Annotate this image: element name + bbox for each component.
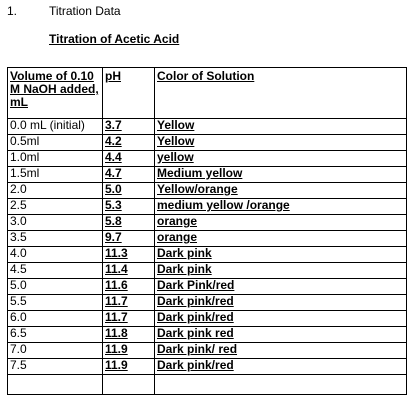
table-row	[8, 311, 407, 327]
cell-empty	[8, 375, 103, 395]
cell-color: Dark Pink/red	[155, 279, 407, 295]
cell-volume: 3.0	[8, 215, 103, 231]
cell-ph: 4.2	[103, 135, 155, 151]
cell-color: Yellow/orange	[155, 183, 407, 199]
cell-volume: 3.5	[8, 231, 103, 247]
table-row	[8, 295, 407, 311]
cell-color: Yellow	[155, 119, 407, 135]
section-number: 1.	[7, 4, 18, 18]
cell-color: Dark pink/red	[155, 295, 407, 311]
cell-volume: 7.0	[8, 343, 103, 359]
cell-color: Dark pink/red	[155, 359, 407, 375]
cell-ph: 11.3	[103, 247, 155, 263]
cell-ph: 3.7	[103, 119, 155, 135]
cell-color: Yellow	[155, 135, 407, 151]
cell-ph: 4.4	[103, 151, 155, 167]
table-body	[8, 119, 407, 395]
header-ph: pH	[103, 68, 155, 119]
cell-volume: 5.5	[8, 295, 103, 311]
table-row-empty	[8, 375, 407, 395]
cell-ph: 11.9	[103, 343, 155, 359]
table-row	[8, 327, 407, 343]
table-row	[8, 151, 407, 167]
cell-color: orange	[155, 231, 407, 247]
table-row	[8, 199, 407, 215]
cell-color: Medium yellow	[155, 167, 407, 183]
cell-ph: 5.0	[103, 183, 155, 199]
table-row	[8, 247, 407, 263]
titration-table	[7, 67, 407, 395]
cell-volume: 0.5ml	[8, 135, 103, 151]
table-row	[8, 279, 407, 295]
cell-ph: 9.7	[103, 231, 155, 247]
cell-volume: 7.5	[8, 359, 103, 375]
cell-empty	[103, 375, 155, 395]
cell-volume: 4.5	[8, 263, 103, 279]
table-row	[8, 167, 407, 183]
cell-volume: 6.0	[8, 311, 103, 327]
cell-volume: 5.0	[8, 279, 103, 295]
cell-color: Dark pink/red	[155, 311, 407, 327]
cell-ph: 11.9	[103, 359, 155, 375]
table-title: Titration of Acetic Acid	[49, 32, 180, 46]
cell-color: Dark pink	[155, 263, 407, 279]
table-header-row	[8, 68, 407, 119]
cell-ph: 11.7	[103, 295, 155, 311]
table-row	[8, 135, 407, 151]
header-color: Color of Solution	[155, 68, 407, 119]
cell-color: Dark pink	[155, 247, 407, 263]
section-title: Titration Data	[49, 4, 121, 18]
cell-empty	[155, 375, 407, 395]
table-row	[8, 359, 407, 375]
cell-color: Dark pink/ red	[155, 343, 407, 359]
cell-ph: 4.7	[103, 167, 155, 183]
cell-ph: 11.8	[103, 327, 155, 343]
table-row	[8, 183, 407, 199]
cell-volume: 2.5	[8, 199, 103, 215]
cell-volume: 1.5ml	[8, 167, 103, 183]
cell-color: orange	[155, 215, 407, 231]
cell-volume: 0.0 mL (initial)	[8, 119, 103, 135]
table-row	[8, 231, 407, 247]
cell-color: yellow	[155, 151, 407, 167]
cell-color: medium yellow /orange	[155, 199, 407, 215]
cell-ph: 11.7	[103, 311, 155, 327]
cell-color: Dark pink red	[155, 327, 407, 343]
cell-volume: 4.0	[8, 247, 103, 263]
table-row	[8, 215, 407, 231]
cell-volume: 2.0	[8, 183, 103, 199]
cell-ph: 11.6	[103, 279, 155, 295]
cell-ph: 11.4	[103, 263, 155, 279]
table-row	[8, 263, 407, 279]
header-volume: Volume of 0.10 M NaOH added, mL	[8, 68, 103, 119]
table-row	[8, 343, 407, 359]
cell-ph: 5.8	[103, 215, 155, 231]
section-heading	[7, 3, 121, 19]
cell-volume: 1.0ml	[8, 151, 103, 167]
cell-volume: 6.5	[8, 327, 103, 343]
cell-ph: 5.3	[103, 199, 155, 215]
table-row	[8, 119, 407, 135]
